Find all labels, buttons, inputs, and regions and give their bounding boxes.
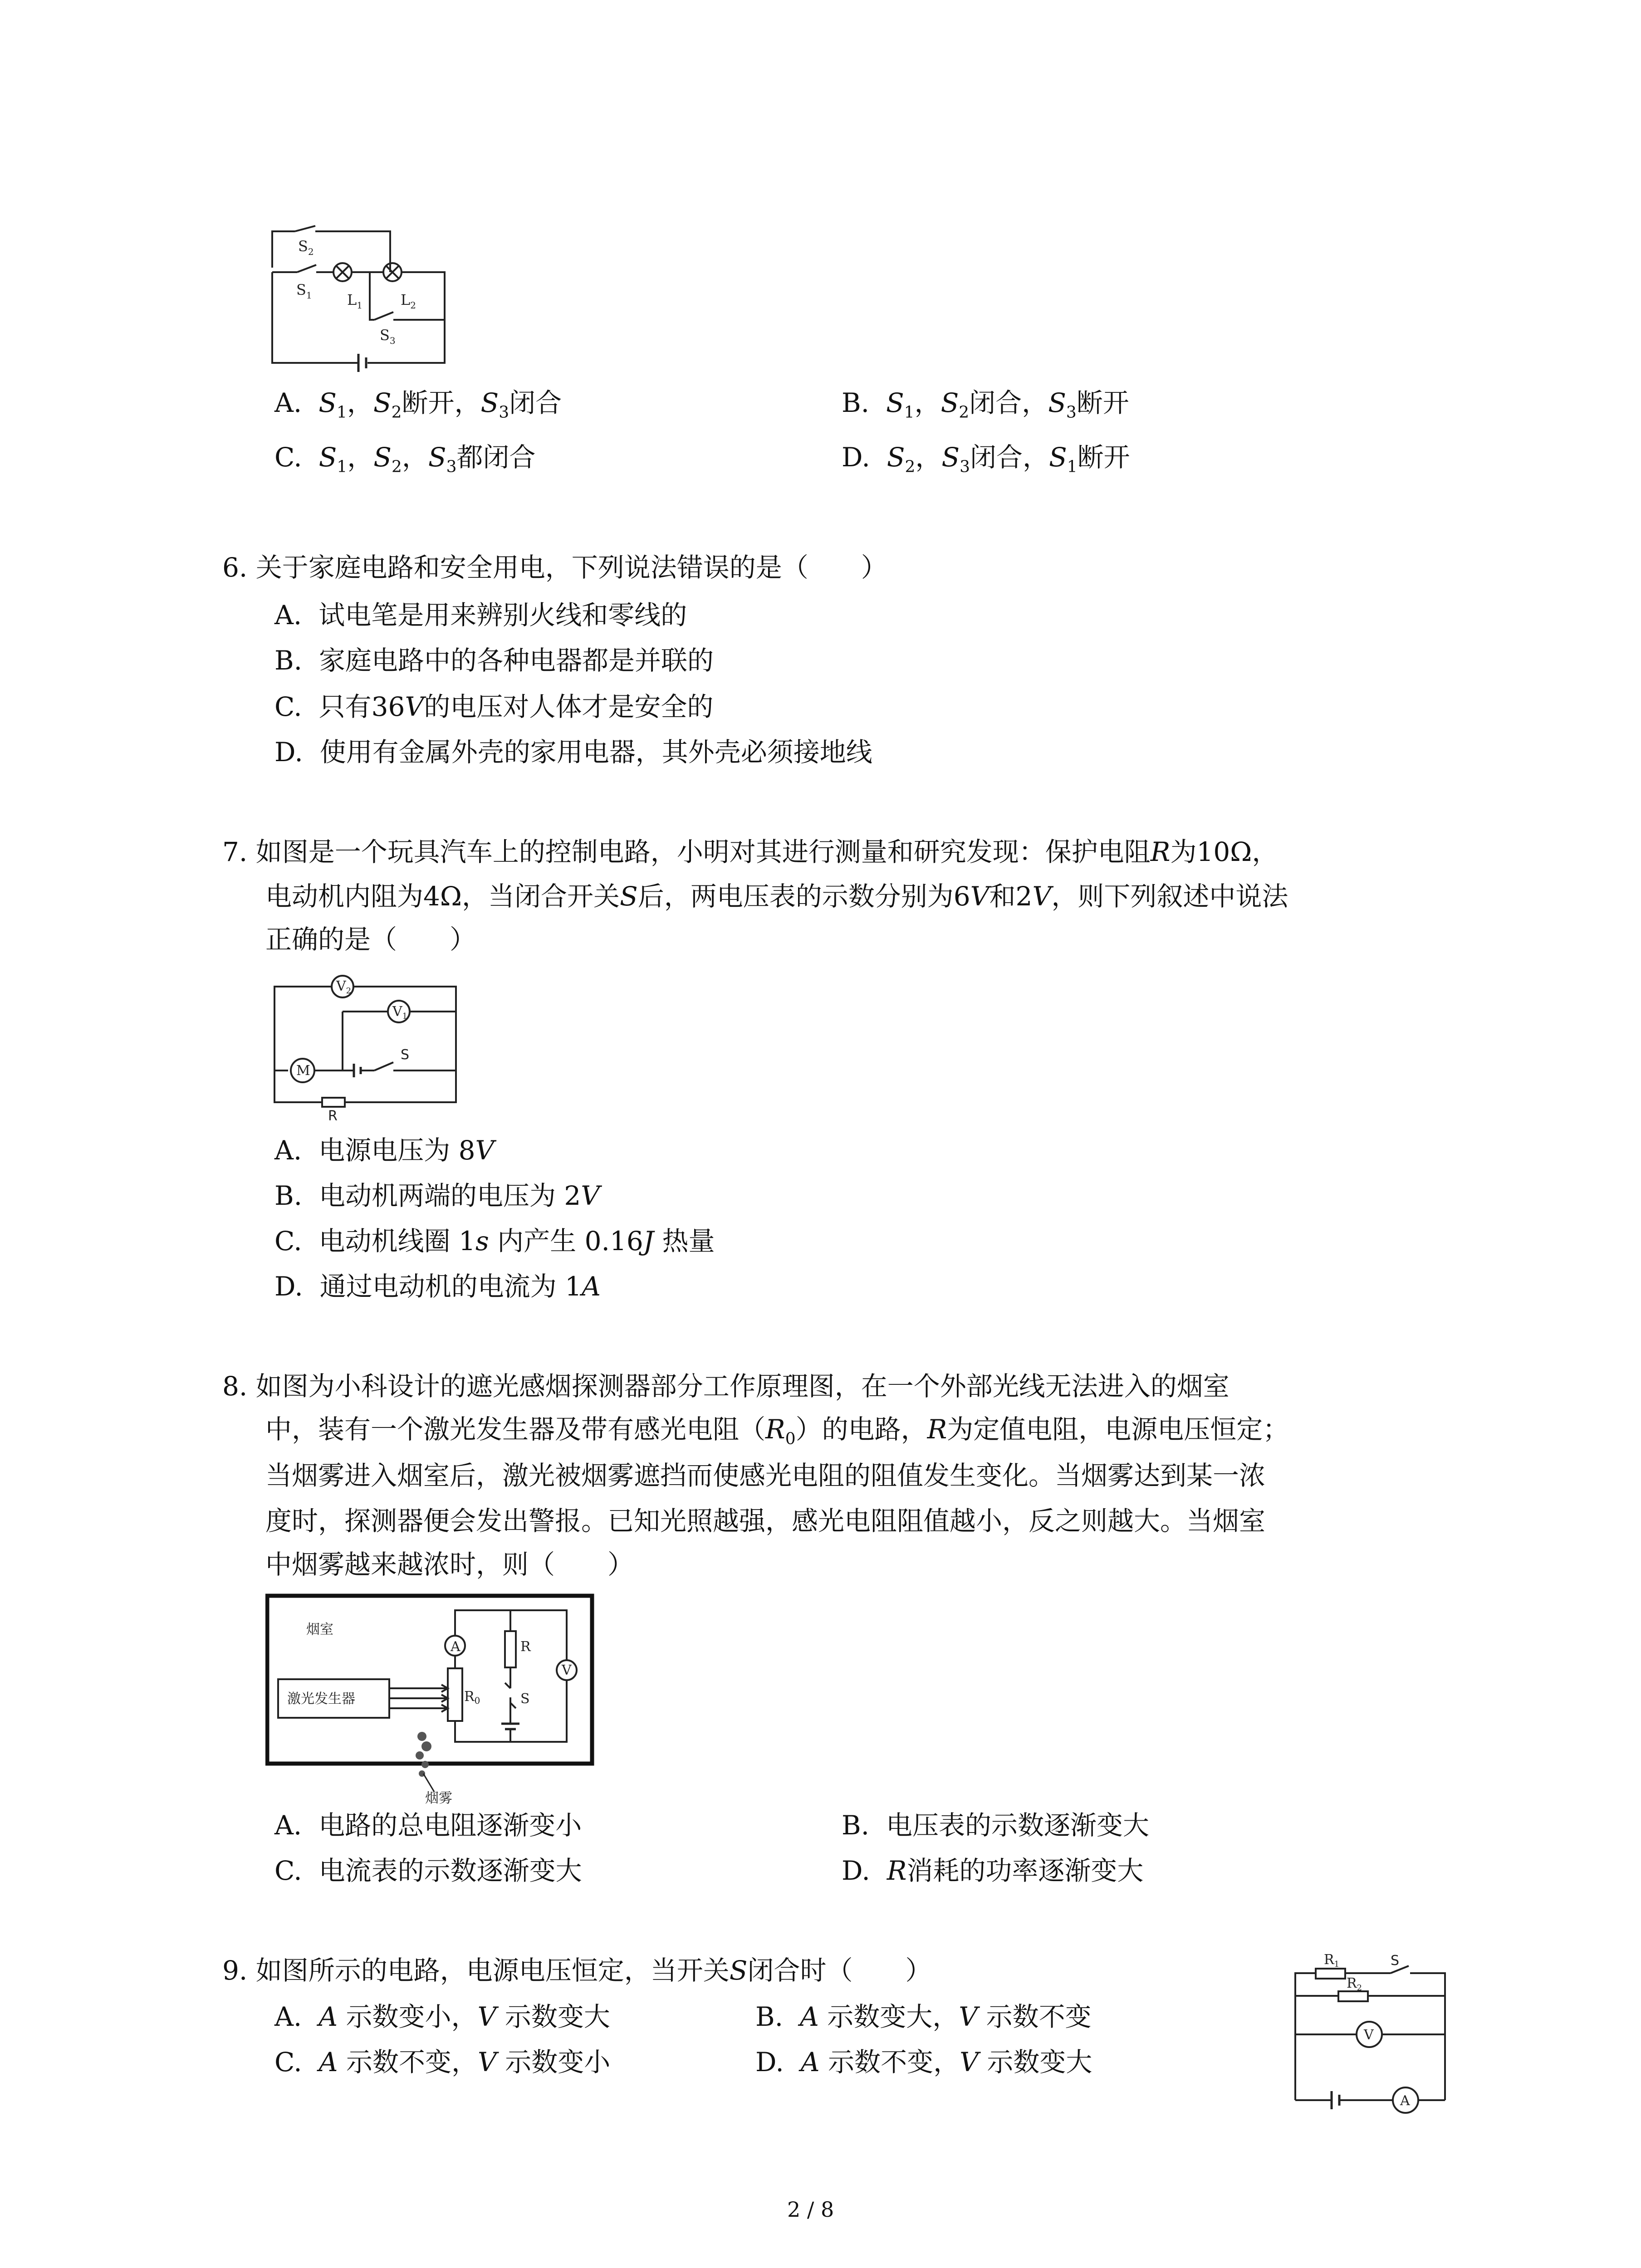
q9-option-d[interactable]: D. A 示数不变，V 示数变大	[755, 2047, 1092, 2077]
q8-stem-line2: 中，装有一个激光发生器及带有感光电阻$(R_0)$的电路，R为定值电阻，电源电压恒定；	[265, 1414, 1289, 1448]
q9-option-c[interactable]: C. A 示数不变，V 示数变小	[274, 2047, 611, 2077]
q8-option-d[interactable]: D. R消耗的功率逐渐变大	[842, 1855, 1144, 1886]
q9-fig-r2-label: $R_2$	[1347, 1975, 1362, 1993]
q7-fig-s-label: S	[401, 1047, 410, 1063]
q8-fig-r0-label: $R_0$	[464, 1689, 480, 1706]
q7-option-b[interactable]: B. 电动机两端的电压为 2V	[274, 1180, 600, 1211]
q8-stem-line4: 度时，探测器便会发出警报。已知光照越强，感光电阻阻值越小，反之则越大。当烟室	[265, 1505, 1266, 1536]
q9-option-a[interactable]: A. A 示数变小，V 示数变大	[274, 2001, 610, 2032]
q8-fig-smoke-label: 烟雾	[425, 1790, 452, 1805]
q7-stem-line1: 7. 如图是一个玩具汽车上的控制电路，小明对其进行测量和研究发现：保护电阻R为10Ω，	[222, 836, 1279, 867]
q7-option-a[interactable]: A. 电源电压为 8V	[274, 1135, 495, 1166]
q9-fig-s-label: S	[1391, 1953, 1400, 1969]
q6-option-c[interactable]: C. 只有36V的电压对人体才是安全的	[274, 691, 714, 722]
q6-option-d[interactable]: D. 使用有金属外壳的家用电器，其外壳必须接地线	[274, 737, 872, 767]
q5-option-d[interactable]: D. $S_2$，$S_3$闭合，$S_1$断开	[842, 442, 1130, 476]
q9-option-b[interactable]: B. A 示数变大，V 示数不变	[755, 2001, 1092, 2032]
q7-circuit-figure	[265, 966, 470, 1120]
q8-stem-line3: 当烟雾进入烟室后，激光被烟雾遮挡而使感光电阻的阻值发生变化。当烟雾达到某一浓	[265, 1460, 1266, 1491]
q7-option-d[interactable]: D. 通过电动机的电流为 1A	[274, 1271, 601, 1302]
q9-circuit-figure	[1288, 1950, 1461, 2114]
q8-fig-ammeter-label: A	[451, 1639, 460, 1655]
q7-fig-m-label: M	[296, 1063, 310, 1079]
q8-stem-line5: 中烟雾越来越浓时，则（ ）	[265, 1549, 634, 1580]
q8-fig-voltmeter-label: V	[562, 1662, 572, 1678]
q5-option-a[interactable]: A. $S_1$，$S_2$断开，$S_3$闭合	[274, 387, 562, 422]
q9-fig-voltmeter-label: V	[1364, 2027, 1374, 2043]
q5-fig-s1-label: $S_1$	[296, 281, 312, 301]
q5-option-b[interactable]: B. $S_1$，$S_2$闭合，$S_3$断开	[842, 387, 1129, 422]
q7-fig-v2-label: $V_2$	[336, 978, 352, 996]
q8-option-a[interactable]: A. 电路的总电阻逐渐变小	[274, 1810, 582, 1841]
q8-stem-line1: 8. 如图为小科设计的遮光感烟探测器部分工作原理图，在一个外部光线无法进入的烟室	[222, 1371, 1230, 1402]
q5-fig-s2-label: $S_2$	[298, 238, 314, 257]
q5-option-c[interactable]: C. $S_1$，$S_2$，$S_3$都闭合	[274, 442, 536, 476]
q7-fig-v1-label: $V_1$	[392, 1004, 408, 1021]
q6-option-b[interactable]: B. 家庭电路中的各种电器都是并联的	[274, 645, 714, 676]
q9-fig-ammeter-label: A	[1400, 2093, 1410, 2109]
q9-stem: 9. 如图所示的电路，电源电压恒定，当开关S闭合时（ ）	[222, 1955, 932, 1986]
q7-stem-line2: 电动机内阻为4Ω，当闭合开关S后，两电压表的示数分别为6V和2V，则下列叙述中说法	[265, 881, 1288, 912]
q8-fig-room-label: 烟室	[306, 1622, 333, 1637]
q6-stem: 6. 关于家庭电路和安全用电，下列说法错误的是（ ）	[222, 552, 887, 583]
q8-fig-s-label: S	[520, 1691, 530, 1707]
q8-fig-laser-label: 激光发生器	[287, 1691, 355, 1707]
q6-option-a[interactable]: A. 试电笔是用来辨别火线和零线的	[274, 600, 687, 631]
q7-option-c[interactable]: C. 电动机线圈 1s 内产生 0.16J 热量	[274, 1226, 715, 1256]
q7-fig-r-label: R	[328, 1108, 338, 1120]
q5-fig-l2-label: $L_2$	[401, 291, 416, 311]
q5-circuit-figure	[265, 218, 456, 381]
q8-smoke-detector-figure	[265, 1592, 594, 1805]
q8-option-c[interactable]: C. 电流表的示数逐渐变大	[274, 1855, 582, 1886]
q5-fig-s3-label: $S_3$	[380, 327, 396, 346]
page-number: 2 / 8	[787, 2197, 834, 2222]
q8-fig-r-label: R	[520, 1639, 531, 1655]
q9-fig-r1-label: $R_1$	[1324, 1952, 1340, 1969]
q7-stem-line3: 正确的是（ ）	[265, 924, 476, 955]
q5-fig-l1-label: $L_1$	[347, 291, 362, 311]
q8-option-b[interactable]: B. 电压表的示数逐渐变大	[842, 1810, 1149, 1841]
